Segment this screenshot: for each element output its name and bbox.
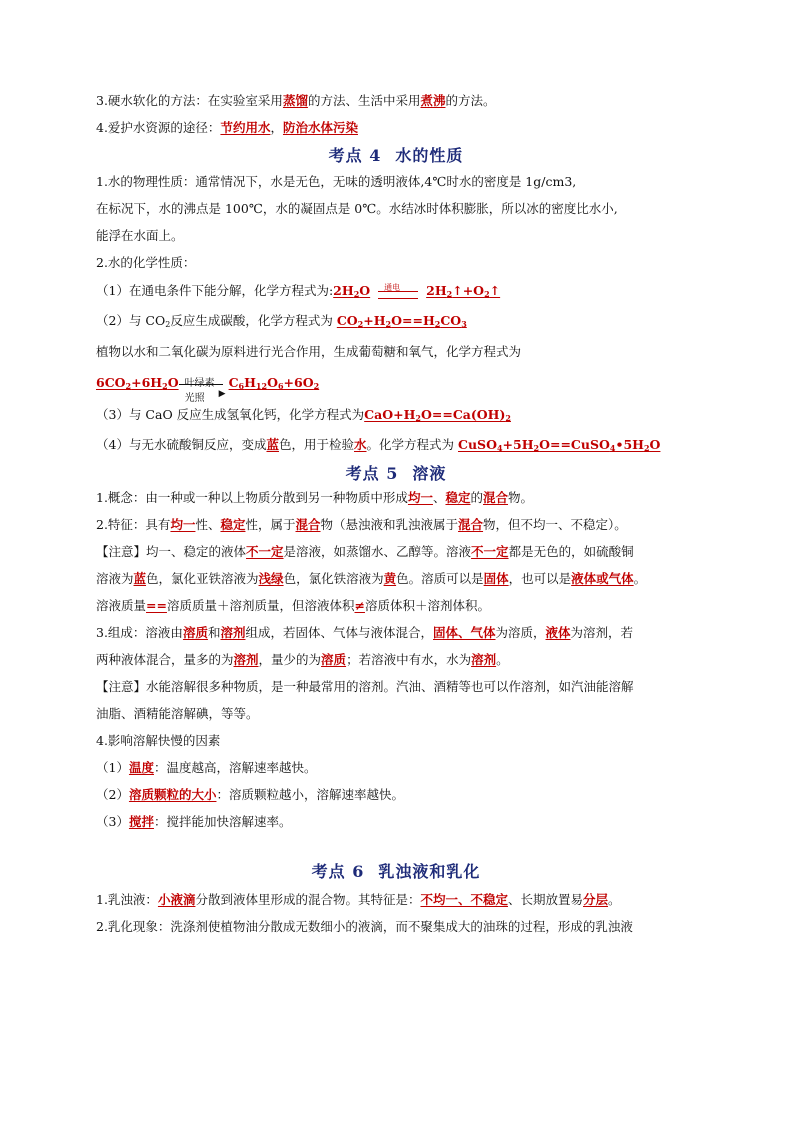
equation-product: $2H_2↑+O_2↑$ (426, 283, 501, 299)
text: 的方法、生活中采用 (307, 93, 421, 108)
heading-number: 考点 6 (311, 862, 365, 881)
heading-title: 溶液 (412, 464, 447, 483)
answer-blank: 煮沸 (420, 93, 446, 108)
reaction-condition: 通电 (374, 283, 422, 301)
text: 能浮在水面上。 (96, 228, 184, 243)
text-line: 【注意】水能溶解很多种物质，是一种最常用的溶剂。汽油、酒精等也可以作溶剂，如汽油能溶解 (96, 679, 634, 694)
text-line: （1）温度：温度越高，溶解速率越快。 (96, 760, 317, 775)
text-line (96, 173, 696, 191)
text-line (96, 254, 696, 272)
text: 。化学方程式为 (366, 437, 458, 452)
section-heading-4 (96, 145, 696, 167)
text: （2）与 CO (96, 313, 166, 328)
answer-blank: 蓝 (266, 437, 279, 452)
text-line (96, 200, 696, 218)
text: 4.爱护水资源的途径： (96, 120, 221, 135)
text: ， (270, 120, 283, 135)
text: 的方法。 (445, 93, 496, 108)
reaction-arrow: 叶绿素 ▶ 光照 (179, 372, 229, 400)
text-line: （2）溶质颗粒的大小：溶质颗粒越小，溶解速率越快。 (96, 787, 404, 802)
text-line: 1.概念：由一种或一种以上物质分散到另一种物质中形成均一、稳定的混合物。 (96, 490, 534, 505)
text-line: 【注意】均一、稳定的液体不一定是溶液，如蒸馏水、乙醇等。溶液不一定都是无色的，如硫酸铜 (96, 544, 634, 559)
text-line: 油脂、酒精能溶解碘，等等。 (96, 706, 259, 721)
document-page (96, 92, 696, 936)
equation-line (96, 436, 696, 457)
equation: $CaO+H_2O==Ca(OH)_2$ (364, 407, 511, 423)
text: （3）与 CaO 反应生成氢氧化钙，化学方程式为 (96, 407, 365, 422)
text-line: 两种液体混合，量多的为溶剂，量少的为溶质；若溶液中有水，水为溶剂。 (96, 652, 509, 667)
text: 在标况下，水的沸点是 100℃，水的凝固点是 0℃。水结冰时体积膨胀，所以冰的密度比水小, (96, 201, 618, 216)
text: （4）与无水硫酸铜反应，变成 (96, 437, 267, 452)
equation-reactant: $2H_2O$ (333, 283, 371, 299)
heading-title: 水的性质 (395, 146, 464, 165)
answer-blank: 蒸馏 (282, 93, 308, 108)
text-line (96, 343, 696, 361)
equation-line (96, 369, 696, 404)
text-line: 4.影响溶解快慢的因素 (96, 733, 221, 748)
heading-number: 考点 4 (328, 146, 382, 165)
text-line: 溶液为蓝色，氯化亚铁溶液为浅绿色，氯化铁溶液为黄色。溶质可以是固体，也可以是液体或气体。 (96, 571, 647, 586)
text: 植物以水和二氧化碳为原料进行光合作用，生成葡萄糖和氧气，化学方程式为 (96, 344, 522, 359)
answer-blank: 防治水体污染 (282, 120, 358, 135)
section-heading-6 (96, 861, 696, 883)
text: 2.水的化学性质： (96, 255, 196, 270)
text-line: 3.组成：溶液由溶质和溶剂组成，若固体、气体与液体混合，固体、气体为溶质，液体为溶剂，若 (96, 625, 634, 640)
text: 反应生成碳酸，化学方程式为 (170, 313, 337, 328)
section-heading-5 (96, 463, 696, 485)
text-line (96, 92, 696, 110)
equation: $CuSO_4+5H_2O==CuSO_4•5H_2O$ (458, 437, 661, 453)
equation-line: （2）与 $CO_2$反应生成碳酸，化学方程式为 $CO_2+H_2O==H_2CO_3$ (96, 313, 467, 329)
heading-title: 乳浊液和乳化 (378, 862, 481, 881)
text-line (96, 227, 696, 245)
equation-line (96, 406, 696, 427)
text: 3.硬水软化的方法：在实验室采用 (96, 93, 283, 108)
text-line: 2.乳化现象：洗涤剂使植物油分散成无数细小的液滴，而不聚集成大的油珠的过程，形成的乳浊液 (96, 919, 633, 934)
equation-reactant: $6CO_2+6H_2O$ (96, 375, 179, 391)
answer-blank: 节约用水 (220, 120, 271, 135)
text-line (96, 119, 696, 137)
heading-number: 考点 5 (345, 464, 399, 483)
text-line: 2.特征：具有均一性、稳定性，属于混合物（悬浊液和乳浊液属于混合物，但不均一、不稳定）。 (96, 517, 627, 532)
text: 色，用于检验 (278, 437, 354, 452)
text: 1.水的物理性质：通常情况下，水是无色，无味的透明液体,4℃时水的密度是 1g/cm3, (96, 174, 577, 189)
equation: $CO_2+H_2O==H_2CO_3$ (336, 313, 467, 329)
text-line: 1.乳浊液：小液滴分散到液体里形成的混合物。其特征是：不均一、不稳定、长期放置易分层。 (96, 892, 621, 907)
text: （1）在通电条件下能分解，化学方程式为: (96, 283, 334, 298)
equation-product: $C_6H_{12}O_6+6O_2$ (228, 375, 320, 391)
text-line: 溶液质量==溶质质量＋溶剂质量，但溶液体积≠溶质体积＋溶剂体积。 (96, 598, 490, 613)
text-line: （3）搅拌：搅拌能加快溶解速率。 (96, 814, 292, 829)
equation-line (96, 282, 696, 303)
answer-blank: 水 (354, 437, 367, 452)
